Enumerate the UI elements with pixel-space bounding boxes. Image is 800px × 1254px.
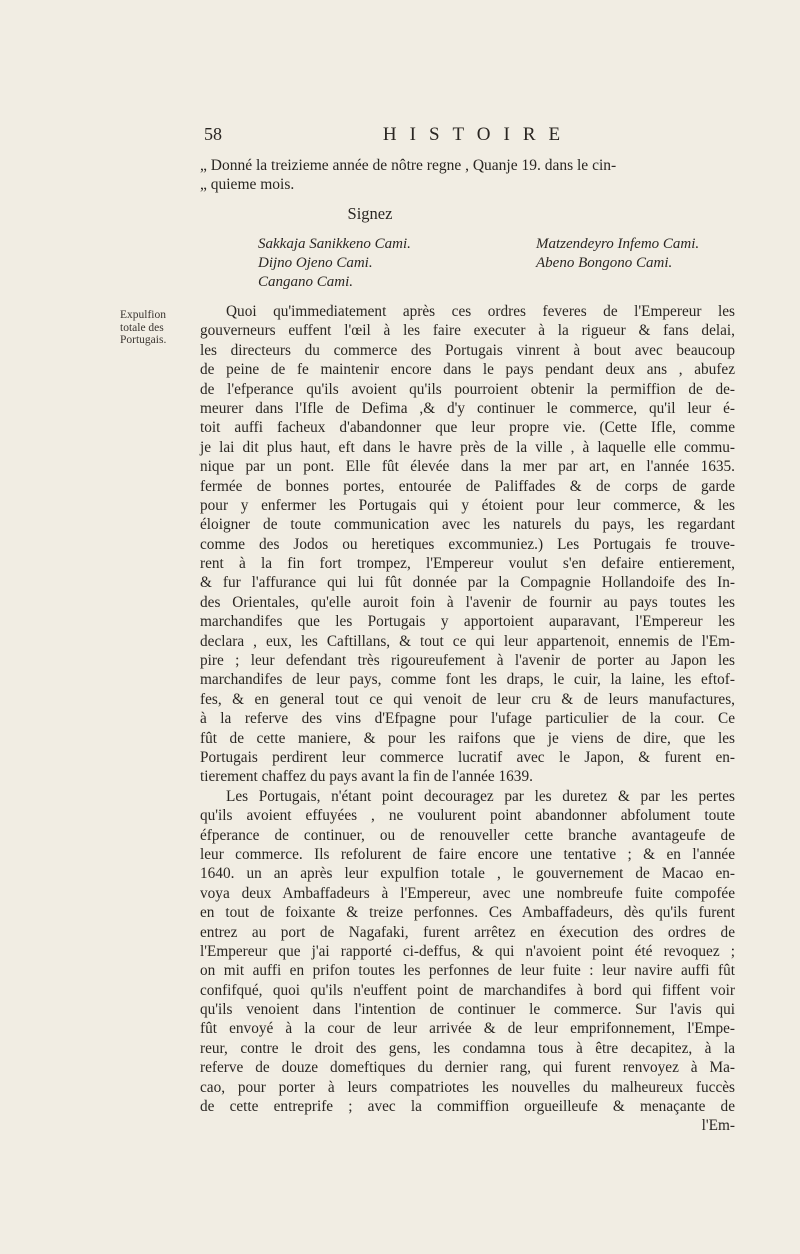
- text-line: voya deux Ambaffadeurs à l'Empereur, avec une nombreufe fuite compofée: [200, 884, 735, 902]
- text-line: qu'ils avoient effuyées , ne voulurent point abandonner abfolument toute: [200, 807, 735, 825]
- text-line: confifqué, quoi qu'ils n'euffent point de marchandifes à bord qui fiffent voir: [200, 981, 735, 999]
- text-line: fût de cette maniere, & pour les raifons que je viens de dire, que les: [200, 729, 735, 747]
- page-number: 58: [204, 124, 222, 144]
- text-line: de cette entreprife ; avec la commiffion orgueilleufe & menaçante de: [200, 1098, 735, 1116]
- signature-right: Matzendeyro Infemo Cami.: [536, 236, 700, 252]
- text-line: toit auffi facheux d'abandonner que leur propre vie. (Cette Ifle, comme: [200, 419, 735, 437]
- text-line: fermée de bonnes portes, entourée de Paliffades & de corps de garde: [200, 477, 735, 495]
- catchword: l'Em-: [701, 1117, 735, 1135]
- decree-closing: [200, 156, 740, 194]
- text-line: rent à la fin fort trompez, l'Empereur voulut s'en defaire entierement,: [200, 555, 735, 573]
- margin-note-line: Portugais.: [120, 334, 167, 346]
- signature-left: Dijno Ojeno Cami.: [258, 255, 373, 271]
- text-line: des Orientales, qu'elle auroit foin à l'avenir de fournir au pays toutes les: [200, 593, 735, 611]
- margin-note-line: Expulfion: [120, 309, 166, 321]
- text-line: de l'efperance qu'ils avoient qu'ils pourroient obtenir la permiffion de de-: [200, 380, 735, 398]
- text-line: éloigner de toute communication avec les naturels du pays, les regardant: [200, 516, 735, 534]
- signature-left: Cangano Cami.: [258, 274, 354, 290]
- signature-right: Abeno Bongono Cami.: [536, 255, 673, 271]
- text-line: leur commerce. Ils refolurent de faire encore une tentative ; & en l'année: [200, 845, 735, 863]
- text-line: reur, contre le droit des gens, les condamna tous à être decapitez, à la: [200, 1039, 735, 1057]
- text-line: cao, pour porter à leurs compatriotes les nouvelles du malheureux fuccès: [200, 1078, 735, 1096]
- text-line: fût envoyé à la cour de leur arrivée & de leur emprifonnement, l'Empe-: [200, 1020, 735, 1038]
- text-line: declara , eux, les Caftillans, & tout ce qui leur appartenoit, ennemis de l'Em-: [200, 632, 735, 650]
- margin-note: [120, 309, 200, 347]
- signature-left: Sakkaja Sanikkeno Cami.: [258, 236, 411, 252]
- text-line: pour y enfermer les Portugais qui y étoient pour leur commerce, & les: [200, 496, 735, 514]
- text-line: entrez au port de Nagafaki, furent arrêtez en éxecution des ordres de: [200, 923, 735, 941]
- text-line: Quoi qu'immediatement après ces ordres feveres de l'Empereur les: [226, 303, 735, 320]
- decree-line: „ quieme mois.: [200, 176, 295, 193]
- text-line: 1640. un an après leur expulfion totale , le gouvernement de Macao en-: [200, 865, 735, 883]
- text-line: Les Portugais, n'étant point decouragez par les duretez & par les pertes: [226, 787, 735, 805]
- running-title: HISTOIRE: [382, 124, 574, 145]
- text-line: Portugais perdirent leur commerce lucratif avec le Japon, & furent en-: [200, 748, 735, 766]
- text-line: referve de douze domeftiques du dernier rang, qui furent renvoyez à Ma-: [200, 1059, 735, 1077]
- text-line: en tout de foixante & treize perfonnes. Ces Ambaffadeurs, dès qu'ils furent: [200, 904, 735, 922]
- text-line: nique par un pont. Elle fût élevée dans la mer par art, en l'année 1635.: [200, 458, 735, 476]
- text-line: on mit auffi en prifon toutes les perfonnes de leur fuite : leur navire auffi fût: [200, 962, 735, 980]
- text-line: fes, & en general tout ce qui venoit de leur cru & de leurs manufactures,: [200, 690, 735, 708]
- margin-note-line: totale des: [120, 321, 164, 334]
- text-line: éfperance de continuer, ou de renouveller cette branche avantageufe de: [200, 826, 735, 844]
- text-line: tierement chaffez du pays avant la fin de l'année 1639.: [200, 768, 533, 786]
- text-line: qu'ils venoient dans l'intention de continuer le commerce. Sur l'avis qui: [200, 1001, 735, 1019]
- text-line: les directeurs du commerce des Portugais vinrent à bout avec beaucoup: [200, 341, 735, 359]
- text-line: meurer dans l'Ifle de Defima ,& d'y continuer le commerce, qu'il leur é-: [200, 399, 735, 417]
- text-line: pire ; leur defendant très rigoureufement à l'avenir de porter au Japon les: [200, 652, 735, 670]
- text-line: l'Empereur que j'ai rapporté ci-deffus, & qui n'avoient point été revoquez ;: [200, 942, 735, 960]
- text-line: à la referve des vins d'Efpagne pour l'ufage particulier de la cour. Ce: [200, 710, 735, 728]
- text-line: & fur l'affurance qui lui fût donnée par la Compagnie Hollandoife des In-: [200, 574, 735, 592]
- body-text: [200, 302, 735, 1136]
- page-header: [204, 124, 734, 148]
- text-line: marchandifes de leur pays, comme font les draps, le cuir, la laine, les eftof-: [200, 671, 735, 689]
- text-line: comme des Jodos ou heretiques excommuniez.) Les Portugais fe trouve-: [200, 535, 735, 553]
- text-line: je lai dit plus haut, eft dans le havre près de la ville , à laquelle elle commu-: [200, 438, 735, 456]
- text-line: marchandifes que les Portugais y apportoient auparavant, l'Empereur les: [200, 613, 735, 631]
- text-line: de peine de fe maintenir encore dans le pays pendant deux ans , abufez: [200, 361, 735, 379]
- text-line: gouverneurs euffent l'œil à les faire executer à la rigueur & fans delai,: [200, 322, 735, 340]
- signed-heading: Signez: [347, 204, 393, 223]
- decree-line: „ Donné la treizieme année de nôtre regne , Quanje 19. dans le cin-: [200, 157, 617, 174]
